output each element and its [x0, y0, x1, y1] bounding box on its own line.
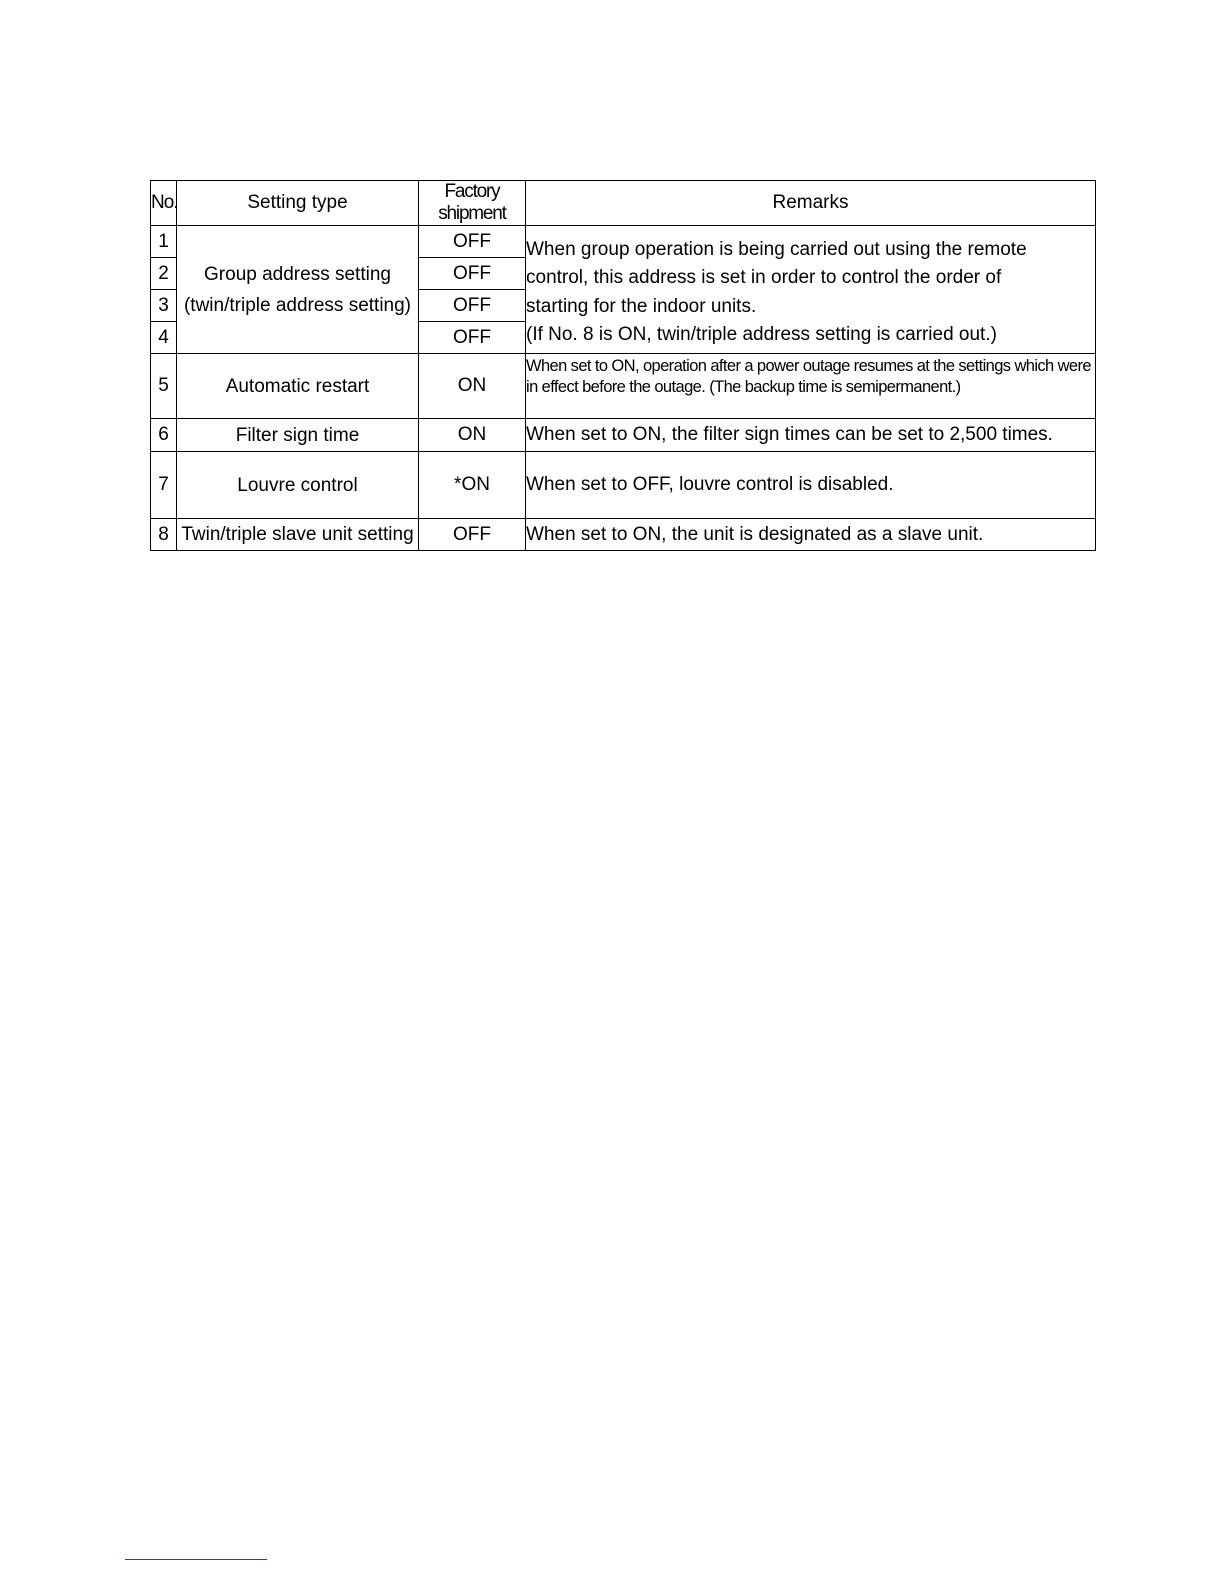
group-remarks-line1: When group operation is being carried out using the remote	[526, 238, 1027, 260]
table-row	[151, 226, 1096, 258]
group-remarks-line3: starting for the indoor units.	[526, 295, 757, 317]
row-factory-value: ON	[419, 354, 526, 419]
row-factory-value: OFF	[419, 322, 526, 354]
group-remarks-line2: control, this address is set in order to control the order of	[526, 267, 1002, 288]
row-no: 8	[151, 519, 177, 551]
row-remarks: When set to ON, operation after a power outage resumes at the settings which were in effect before the outage. (The backup time is semipermanent.)	[526, 354, 1096, 419]
group-setting-line2: (twin/triple address setting)	[183, 294, 412, 316]
row-no: 2	[151, 258, 177, 290]
row-factory-value: ON	[419, 419, 526, 452]
row-no: 4	[151, 322, 177, 354]
header-no: No.	[151, 181, 177, 226]
row-remarks: When set to ON, the filter sign times can be set to 2,500 times.	[526, 419, 1096, 452]
row-remarks: When set to OFF, louvre control is disabled.	[526, 452, 1096, 519]
row-no: 5	[151, 354, 177, 419]
row-no: 1	[151, 226, 177, 258]
row-no: 7	[151, 452, 177, 519]
group-setting-type	[177, 226, 419, 354]
row-setting-type: Filter sign time	[177, 419, 419, 452]
table-row	[151, 354, 1096, 419]
row-setting-type: Automatic restart	[177, 354, 419, 419]
row-no: 3	[151, 290, 177, 322]
group-remarks	[526, 226, 1096, 354]
row-no: 6	[151, 419, 177, 452]
group-remarks-line4: (If No. 8 is ON, twin/triple address setting is carried out.)	[526, 324, 997, 345]
group-setting-line1: Group address setting	[204, 263, 391, 285]
header-remarks: Remarks	[526, 181, 1096, 226]
header-factory-shipment: Factory shipment	[419, 181, 526, 226]
row-factory-value: OFF	[419, 290, 526, 322]
row-factory-value: OFF	[419, 258, 526, 290]
table-row	[151, 519, 1096, 551]
header-setting-type: Setting type	[177, 181, 419, 226]
dip-switch-settings-table	[150, 180, 1096, 551]
table-row	[151, 452, 1096, 519]
row-setting-type: Twin/triple slave unit setting	[177, 519, 419, 551]
table-row	[151, 419, 1096, 452]
table-header-row	[151, 181, 1096, 226]
row-remarks: When set to ON, the unit is designated as a slave unit.	[526, 519, 1096, 551]
footnote-rule	[125, 1559, 267, 1560]
row-setting-type: Louvre control	[177, 452, 419, 519]
row-factory-value: OFF	[419, 226, 526, 258]
row-factory-value: OFF	[419, 519, 526, 551]
row-factory-value: *ON	[419, 452, 526, 519]
